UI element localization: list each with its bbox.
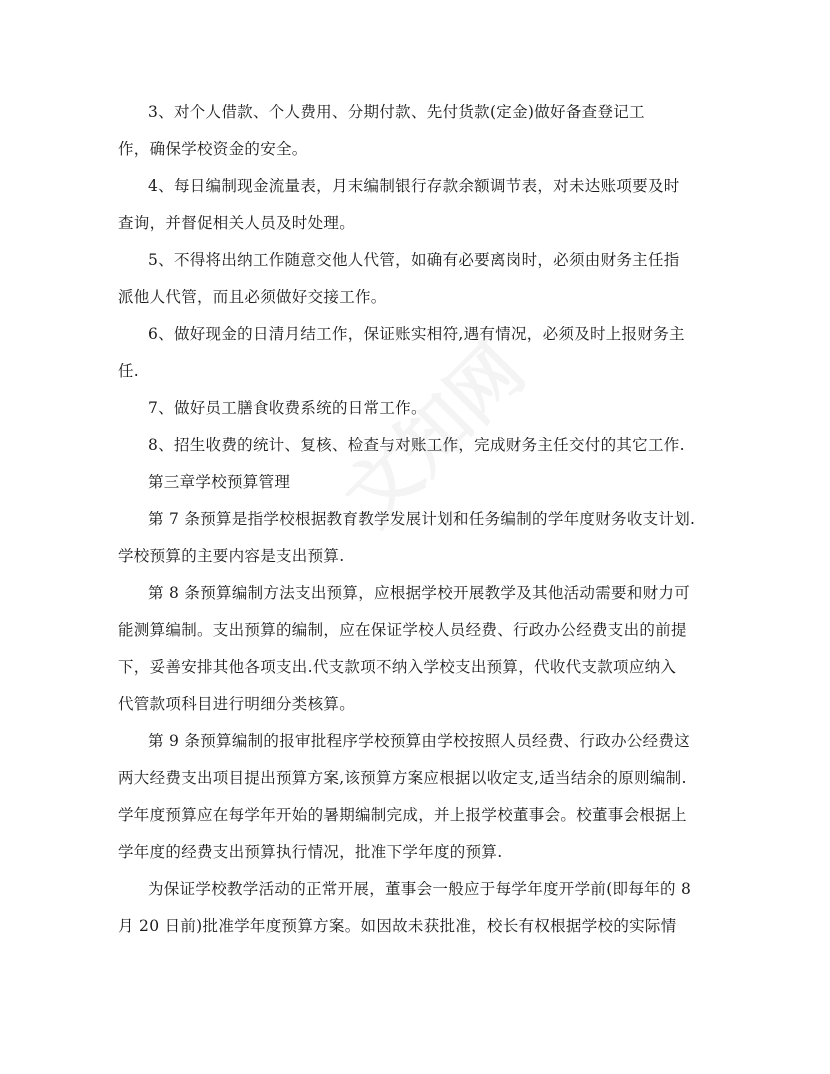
paragraph-line: 6、做好现金的日清月结工作，保证账实相符,遇有情况，必须及时上报财务主 <box>148 325 685 343</box>
paragraph-line: 学校预算的主要内容是支出预算. <box>118 547 345 565</box>
paragraph-line: 7、做好员工膳食收费系统的日常工作。 <box>148 399 427 417</box>
paragraph-line: 3、对个人借款、个人费用、分期付款、先付货款(定金)做好备查登记工 <box>148 103 645 121</box>
paragraph-line: 第 9 条预算编制的报审批程序学校预算由学校按照人员经费、行政办公经费这 <box>148 732 691 750</box>
paragraph-line: 学年度的经费支出预算执行情况，批准下学年度的预算. <box>118 843 503 861</box>
paragraph-line: 8、招生收费的统计、复核、检查与对账工作，完成财务主任交付的其它工作. <box>148 436 685 454</box>
paragraph-line: 4、每日编制现金流量表，月末编制银行存款余额调节表，对未达账项要及时 <box>148 177 680 195</box>
paragraph-line: 查询，并督促相关人员及时处理。 <box>118 214 356 232</box>
paragraph-line: 派他人代管，而且必须做好交接工作。 <box>118 288 387 306</box>
paragraph-line: 下，妥善安排其他各项支出.代支款项不纳入学校支出预算，代收代支款项应纳入 <box>118 658 677 676</box>
paragraph-line: 学年度预算应在每学年开始的暑期编制完成，并上报学校董事会。校董事会根据上 <box>118 806 687 824</box>
chapter-heading: 第三章学校预算管理 <box>148 473 291 491</box>
paragraph-line: 5、不得将出纳工作随意交他人代管，如确有必要离岗时，必须由财务主任指 <box>148 251 680 269</box>
paragraph-line: 第 7 条预算是指学校根据教育教学发展计划和任务编制的学年度财务收支计划. <box>148 510 696 528</box>
paragraph-line: 为保证学校教学活动的正常开展，董事会一般应于每学年度开学前(即每年的 8 <box>148 880 692 898</box>
paragraph-line: 能测算编制。支出预算的编制，应在保证学校人员经费、行政办公经费支出的前提 <box>118 621 687 639</box>
paragraph-line: 第 8 条预算编制方法支出预算，应根据学校开展教学及其他活动需要和财力可 <box>148 584 691 602</box>
paragraph-line: 代管款项科目进行明细分类核算。 <box>118 695 356 713</box>
paragraph-line: 作，确保学校资金的安全。 <box>118 140 308 158</box>
paragraph-line: 任. <box>118 362 140 380</box>
paragraph-line: 两大经费支出项目提出预算方案,该预算方案应根据以收定支,适当结余的原则编制. <box>118 769 687 787</box>
paragraph-line: 月 20 日前)批准学年度预算方案。如因故未获批准，校长有权根据学校的实际情 <box>118 917 677 935</box>
